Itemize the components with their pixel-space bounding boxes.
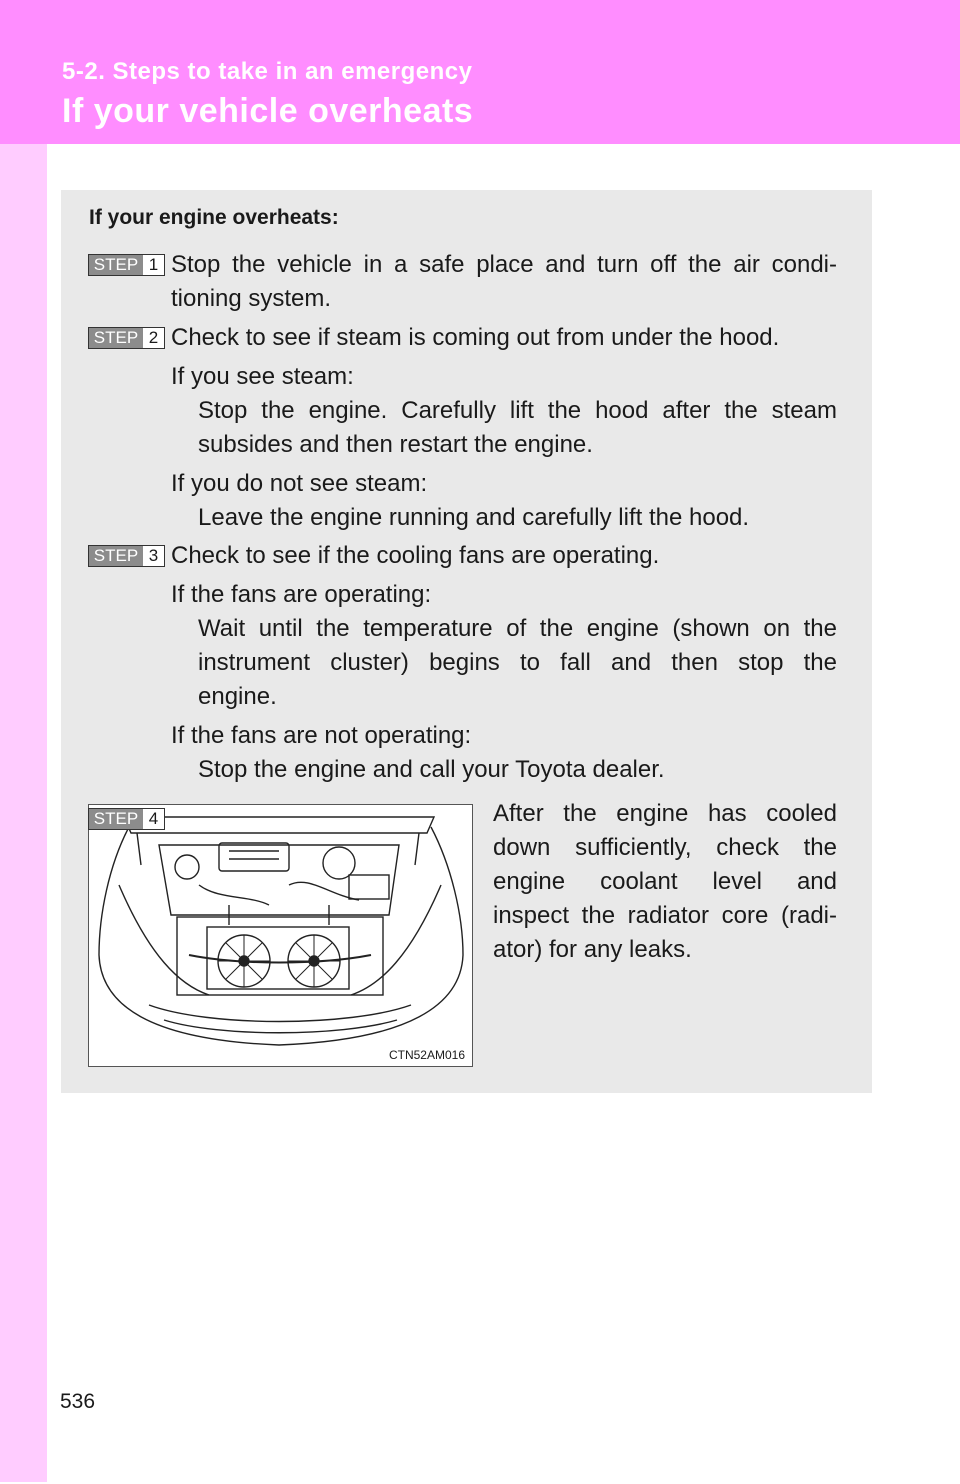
step-2-case-1-line-1: Stop the engine. Carefully lift the hood after the steam	[198, 397, 837, 424]
step-word: STEP	[89, 546, 143, 566]
step-2-case-1-condition: If you see steam:	[171, 363, 354, 390]
step-3-case-2-line-1: Stop the engine and call your Toyota dealer.	[198, 756, 665, 783]
step-number: 3	[148, 546, 159, 565]
step-word: STEP	[89, 255, 143, 275]
side-strip	[0, 144, 47, 1482]
step-3-case-1-line-3: engine.	[198, 683, 277, 710]
step-2-line-1: Check to see if steam is coming out from under the hood.	[171, 324, 780, 351]
step-4-line-3: engine coolant level and	[493, 868, 837, 895]
step-2-case-2-line-1: Leave the engine running and carefully lift the hood.	[198, 504, 750, 531]
step-1-line-2: tioning system.	[171, 285, 332, 312]
step-3-case-1-line-1: Wait until the temperature of the engine (shown on the	[198, 615, 837, 642]
step-3-badge	[88, 545, 165, 567]
step-3-case-2-condition: If the fans are not operating:	[171, 722, 472, 749]
step-2-badge	[88, 327, 165, 349]
step-4-line-1: After the engine has cooled	[493, 800, 837, 827]
step-3-case-1-condition: If the fans are operating:	[171, 581, 432, 608]
figure-code: CTN52AM016	[388, 1048, 465, 1062]
box-heading: If your engine overheats:	[89, 206, 339, 229]
step-word: STEP	[89, 328, 143, 348]
step-4-line-4: inspect the radiator core (radi-	[493, 902, 837, 929]
step-4-line-2: down sufficiently, check the	[493, 834, 837, 861]
step-number: 2	[148, 328, 159, 347]
engine-bay-figure	[88, 804, 473, 1067]
step-4-badge	[88, 808, 165, 830]
step-3-line-1: Check to see if the cooling fans are operating.	[171, 542, 660, 569]
page-number: 536	[60, 1390, 96, 1413]
step-number: 1	[148, 255, 159, 274]
page-title: If your vehicle overheats	[62, 92, 474, 130]
step-number: 4	[148, 809, 159, 828]
step-2-case-2-condition: If you do not see steam:	[171, 470, 428, 497]
section-label: 5-2. Steps to take in an emergency	[62, 58, 473, 85]
engine-bay-illustration-icon	[89, 805, 472, 1066]
step-1-badge	[88, 254, 165, 276]
step-1-line-1: Stop the vehicle in a safe place and turn off the air condi-	[171, 251, 837, 278]
step-3-case-1-line-2: instrument cluster) begins to fall and then stop the	[198, 649, 837, 676]
page-header	[0, 0, 960, 144]
step-word: STEP	[89, 809, 143, 829]
step-4-line-5: ator) for any leaks.	[493, 936, 692, 963]
step-2-case-1-line-2: subsides and then restart the engine.	[198, 431, 593, 458]
